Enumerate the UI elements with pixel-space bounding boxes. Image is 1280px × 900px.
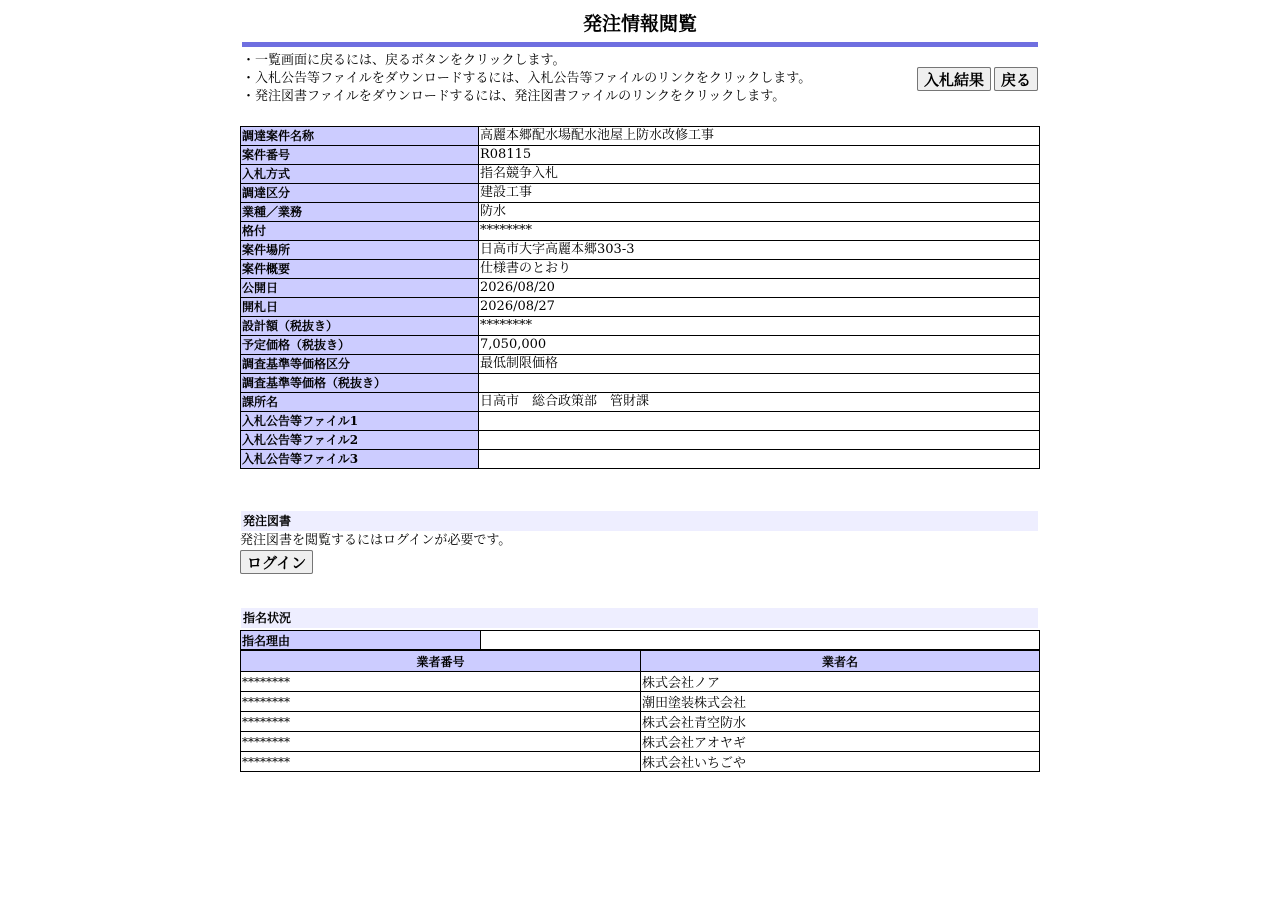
info-value xyxy=(479,431,1040,450)
vendor-row xyxy=(241,712,1040,732)
instruction-notes xyxy=(242,52,902,106)
info-value: 日高市大字高麗本郷303-3 xyxy=(479,241,1040,260)
info-row xyxy=(241,336,1040,355)
info-row xyxy=(241,260,1040,279)
info-row xyxy=(241,165,1040,184)
info-value: 7,050,000 xyxy=(479,336,1040,355)
info-row xyxy=(241,317,1040,336)
info-label: 調査基準等価格区分 xyxy=(241,355,479,374)
info-value: 2026/08/27 xyxy=(479,298,1040,317)
info-value: 指名競争入札 xyxy=(479,165,1040,184)
info-row xyxy=(241,374,1040,393)
bid-result-button[interactable]: 入札結果 xyxy=(917,67,991,91)
info-value: 最低制限価格 xyxy=(479,355,1040,374)
info-value: 防水 xyxy=(479,203,1040,222)
info-label: 調達案件名称 xyxy=(241,127,479,146)
vendor-number: ******** xyxy=(241,692,641,712)
column-header-vendor-name: 業者名 xyxy=(641,651,1040,672)
info-row xyxy=(241,222,1040,241)
login-required-message: 発注図書を閲覧するにはログインが必要です。 xyxy=(240,533,512,548)
info-row xyxy=(241,279,1040,298)
note-line: ・一覧画面に戻るには、戻るボタンをクリックします。 xyxy=(242,53,566,68)
info-label: 業種／業務 xyxy=(241,203,479,222)
info-value xyxy=(479,450,1040,469)
info-row xyxy=(241,393,1040,412)
order-docs-heading: 発注図書 xyxy=(241,511,1038,531)
info-row xyxy=(241,184,1040,203)
vendor-row xyxy=(241,752,1040,772)
vendor-table xyxy=(240,650,1040,772)
info-label: 開札日 xyxy=(241,298,479,317)
vendor-name: 株式会社いちごや xyxy=(641,752,1040,772)
vendor-number: ******** xyxy=(241,752,641,772)
info-row xyxy=(241,127,1040,146)
designation-heading: 指名状況 xyxy=(241,608,1038,628)
info-value: 日高市 総合政策部 管財課 xyxy=(479,393,1040,412)
vendor-number: ******** xyxy=(241,672,641,692)
info-row xyxy=(241,431,1040,450)
action-buttons xyxy=(917,67,1038,91)
info-value xyxy=(479,374,1040,393)
info-row xyxy=(241,412,1040,431)
info-label: 入札公告等ファイル3 xyxy=(241,450,479,469)
info-value: 高麗本郷配水場配水池屋上防水改修工事 xyxy=(479,127,1040,146)
vendor-row xyxy=(241,692,1040,712)
info-label: 案件番号 xyxy=(241,146,479,165)
info-label: 案件概要 xyxy=(241,260,479,279)
info-value: R08115 xyxy=(479,146,1040,165)
column-header-vendor-number: 業者番号 xyxy=(241,651,641,672)
info-label: 調査基準等価格（税抜き） xyxy=(241,374,479,393)
vendor-row xyxy=(241,672,1040,692)
title-divider xyxy=(242,42,1038,47)
vendor-name: 株式会社アオヤギ xyxy=(641,732,1040,752)
info-value: ******** xyxy=(479,317,1040,336)
designation-reason-label: 指名理由 xyxy=(241,631,481,650)
vendor-name: 株式会社青空防水 xyxy=(641,712,1040,732)
order-info-table xyxy=(240,126,1040,469)
login-button[interactable]: ログイン xyxy=(240,550,313,574)
info-value: 仕様書のとおり xyxy=(479,260,1040,279)
note-line: ・入札公告等ファイルをダウンロードするには、入札公告等ファイルのリンクをクリックします。 xyxy=(242,71,812,86)
info-label: 格付 xyxy=(241,222,479,241)
vendor-number: ******** xyxy=(241,712,641,732)
info-label: 調達区分 xyxy=(241,184,479,203)
info-row xyxy=(241,450,1040,469)
designation-reason-value xyxy=(481,631,1040,650)
vendor-name: 潮田塗装株式会社 xyxy=(641,692,1040,712)
info-row xyxy=(241,241,1040,260)
info-value: 建設工事 xyxy=(479,184,1040,203)
info-row xyxy=(241,298,1040,317)
info-label: 入札公告等ファイル1 xyxy=(241,412,479,431)
info-value xyxy=(479,412,1040,431)
info-label: 課所名 xyxy=(241,393,479,412)
designation-reason-table xyxy=(240,630,1040,650)
info-value: ******** xyxy=(479,222,1040,241)
info-label: 公開日 xyxy=(241,279,479,298)
info-row xyxy=(241,146,1040,165)
info-label: 設計額（税抜き） xyxy=(241,317,479,336)
info-row xyxy=(241,203,1040,222)
vendor-name: 株式会社ノア xyxy=(641,672,1040,692)
info-label: 案件場所 xyxy=(241,241,479,260)
note-line: ・発注図書ファイルをダウンロードするには、発注図書ファイルのリンクをクリックします。 xyxy=(242,89,786,104)
info-label: 予定価格（税抜き） xyxy=(241,336,479,355)
page-title: 発注情報閲覧 xyxy=(582,13,697,35)
info-label: 入札方式 xyxy=(241,165,479,184)
back-button[interactable]: 戻る xyxy=(994,67,1038,91)
info-row xyxy=(241,355,1040,374)
info-label: 入札公告等ファイル2 xyxy=(241,431,479,450)
vendor-row xyxy=(241,732,1040,752)
info-value: 2026/08/20 xyxy=(479,279,1040,298)
vendor-number: ******** xyxy=(241,732,641,752)
